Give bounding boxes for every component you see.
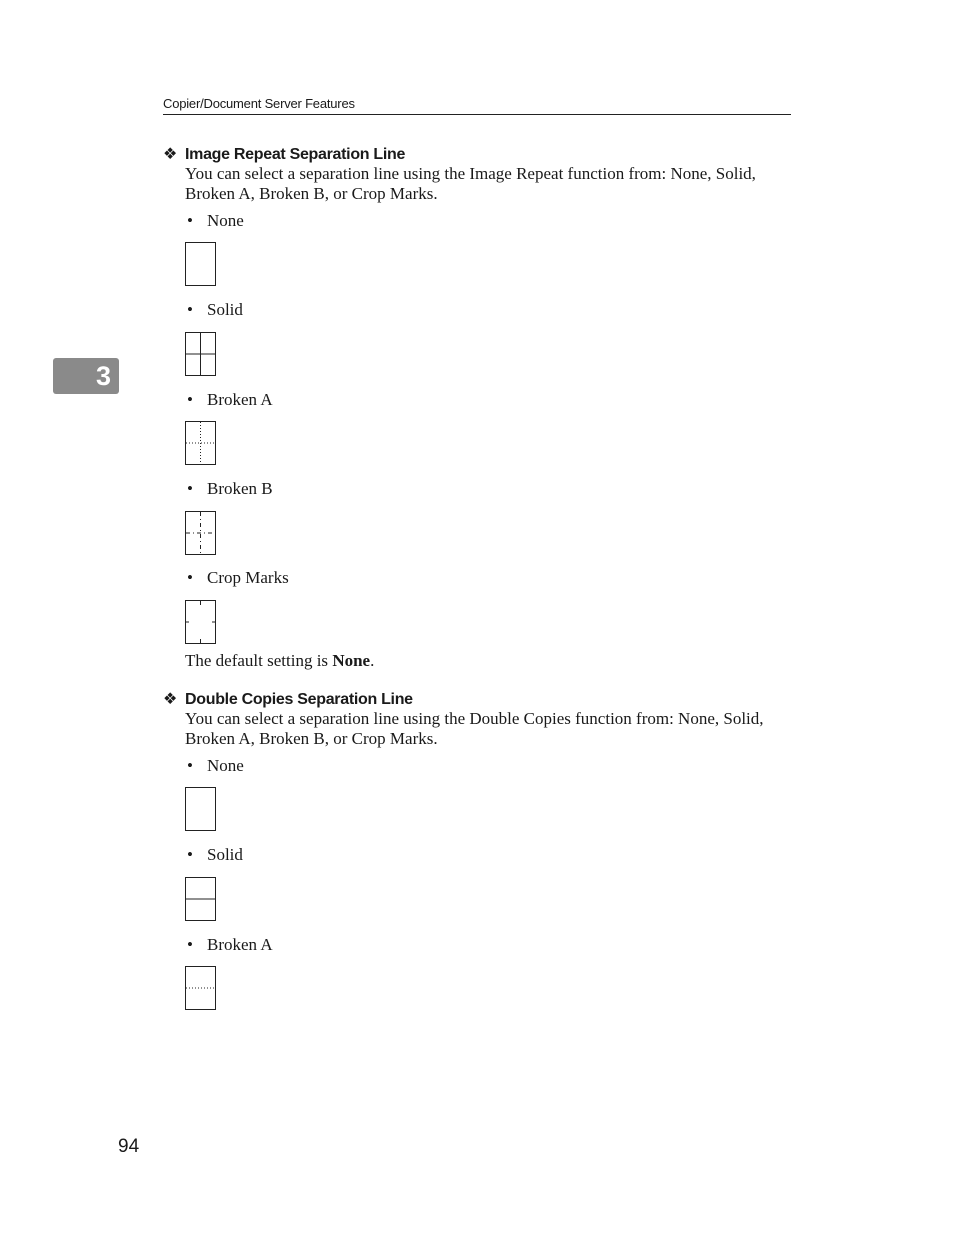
section-heading-image-repeat: [163, 144, 405, 164]
list-item: [187, 300, 243, 320]
list-item: [187, 211, 244, 231]
bullet-icon: •: [187, 845, 193, 864]
list-item: [187, 845, 243, 865]
dashed-cross-line-icon: [185, 511, 216, 555]
option-label: None: [207, 211, 244, 230]
bullet-icon: •: [187, 935, 193, 954]
no-line-icon: [185, 787, 216, 831]
section-description: You can select a separation line using the Double Copies function from: None, Solid, Broken A, Broken B, or Crop Marks.: [185, 709, 764, 748]
bullet-icon: •: [187, 211, 193, 230]
section-title: Double Copies Separation Line: [185, 691, 413, 708]
solid-cross-line-icon: [185, 332, 216, 376]
bullet-icon: •: [187, 568, 193, 587]
list-item: [187, 568, 289, 588]
crop-marks-icon: [185, 600, 216, 644]
default-setting-note: [185, 651, 374, 671]
list-item: [187, 756, 244, 776]
page-number: 94: [118, 1136, 140, 1157]
dotted-horizontal-line-icon: [185, 966, 216, 1010]
diamond-bullet-icon: ❖: [163, 691, 178, 708]
default-suffix: .: [370, 651, 375, 670]
section-description: You can select a separation line using the Image Repeat function from: None, Solid, Broken A, Broken B, or Crop Marks.: [185, 164, 756, 203]
section-heading-double-copies: [163, 689, 413, 709]
option-label: Solid: [207, 300, 243, 319]
option-label: Broken A: [207, 390, 273, 409]
list-item: [187, 390, 273, 410]
default-value: None: [332, 651, 371, 670]
bullet-icon: •: [187, 756, 193, 775]
default-prefix: The default setting is: [185, 651, 333, 670]
no-line-icon: [185, 242, 216, 286]
running-header: Copier/Document Server Features: [163, 96, 791, 115]
list-item: [187, 935, 273, 955]
option-label: Crop Marks: [207, 568, 289, 587]
option-label: None: [207, 756, 244, 775]
dotted-cross-line-icon: [185, 421, 216, 465]
option-label: Broken B: [207, 479, 273, 498]
diamond-bullet-icon: ❖: [163, 146, 178, 163]
chapter-tab: 3: [53, 358, 119, 394]
section-title: Image Repeat Separation Line: [185, 146, 406, 163]
list-item: [187, 479, 273, 499]
option-label: Solid: [207, 845, 243, 864]
bullet-icon: •: [187, 479, 193, 498]
solid-horizontal-line-icon: [185, 877, 216, 921]
bullet-icon: •: [187, 300, 193, 319]
option-label: Broken A: [207, 935, 273, 954]
bullet-icon: •: [187, 390, 193, 409]
